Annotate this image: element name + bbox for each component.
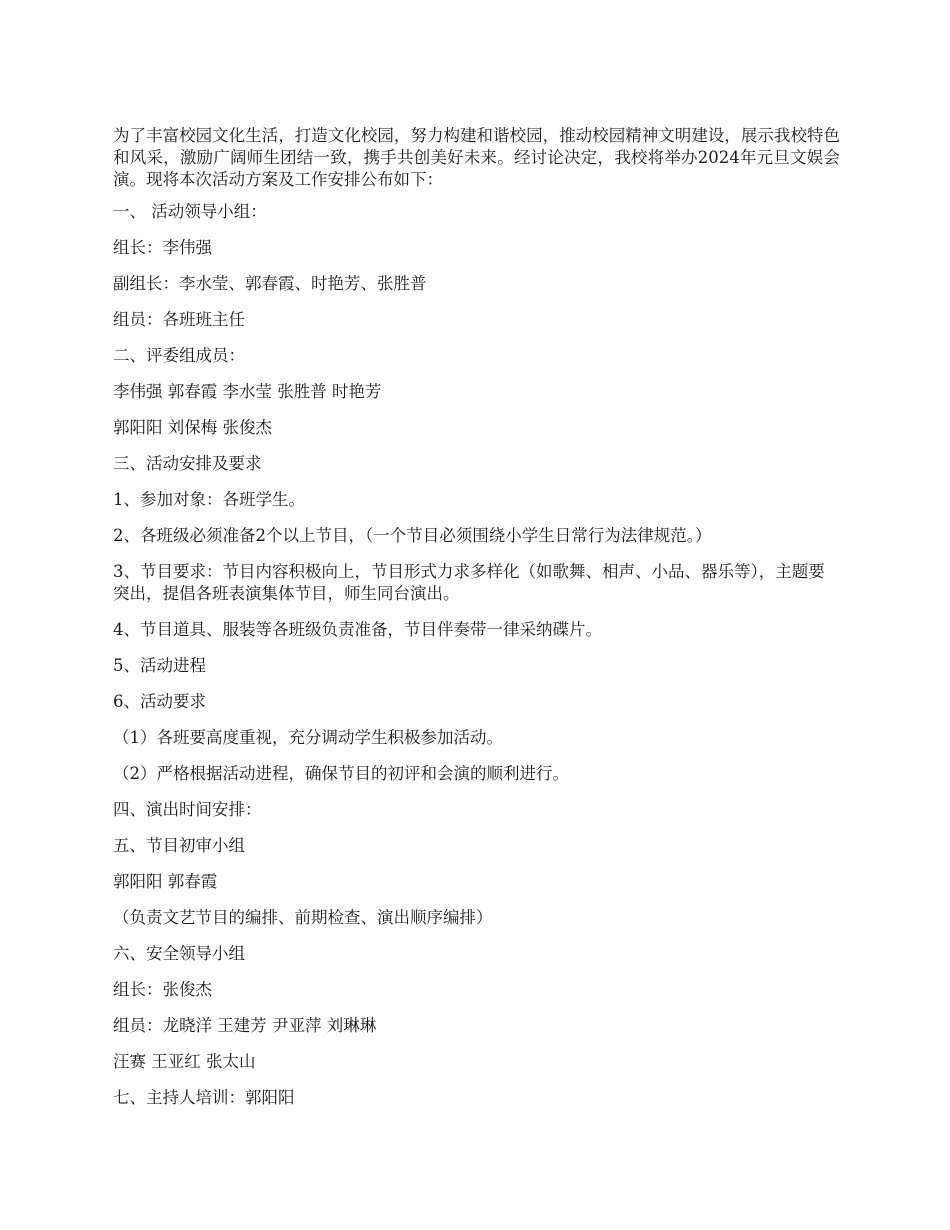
document-body [113,125,840,1123]
item-props-costumes: 4、节目道具、服装等各班级负责准备，节目伴奏带一律采纳碟片。 [113,620,602,639]
section-heading-safety: 六、安全领导小组 [113,944,245,963]
section-heading-performance-time: 四、演出时间安排： [113,800,262,819]
item-programs-count: 2、各班级必须准备2个以上节目，（一个节目必须围绕小学生日常行为法律规范。） [113,526,712,545]
safety-members-line-1: 组员：龙晓洋 王建芳 尹亚萍 刘琳琳 [113,1016,377,1035]
judges-line-1: 李伟强 郭春霞 李水莹 张胜普 时艳芳 [113,382,382,401]
item-program-requirements: 3、节目要求：节目内容积极向上，节目形式力求多样化（如歌舞、相声、小品、器乐等），主题要突出，提倡各班表演集体节目，师生同台演出。 [113,562,825,603]
section-heading-leadership: 一、 活动领导小组： [113,202,267,221]
item-participants: 1、参加对象：各班学生。 [113,490,305,509]
section-heading-judges: 二、评委组成员： [113,346,245,365]
review-members-line: 郭阳阳 郭春霞 [113,872,218,891]
section-heading-host-training: 七、主持人培训：郭阳阳 [113,1088,295,1107]
deputy-leader-line: 副组长：李水莹、郭春霞、时艳芳、张胜普 [113,274,427,293]
members-line: 组员：各班班主任 [113,310,245,329]
item-activity-requirements: 6、活动要求 [113,692,206,711]
item-schedule: 5、活动进程 [113,656,206,675]
safety-leader-line: 组长：张俊杰 [113,980,212,999]
section-heading-arrangements: 三、活动安排及要求 [113,454,262,473]
section-heading-preliminary-review: 五、节目初审小组 [113,836,245,855]
judges-line-2: 郭阳阳 刘保梅 张俊杰 [113,418,272,437]
requirement-1: （1）各班要高度重视，充分调动学生积极参加活动。 [113,728,503,747]
intro-paragraph: 为了丰富校园文化生活，打造文化校园，努力构建和谐校园，推动校园精神文明建设，展示我校特色和风采，激励广阔师生团结一致，携手共创美好未来。经讨论决定，我校将举办2024年元旦文娱会演。现将本次活动方案及工作安排公布如下： [113,126,840,189]
leader-line: 组长：李伟强 [113,238,212,257]
review-duties-line: （负责文艺节目的编排、前期检查、演出顺序编排） [113,908,493,927]
safety-members-line-2: 汪赛 王亚红 张太山 [113,1052,256,1071]
requirement-2: （2）严格根据活动进程，确保节目的初评和会演的顺利进行。 [113,764,569,783]
